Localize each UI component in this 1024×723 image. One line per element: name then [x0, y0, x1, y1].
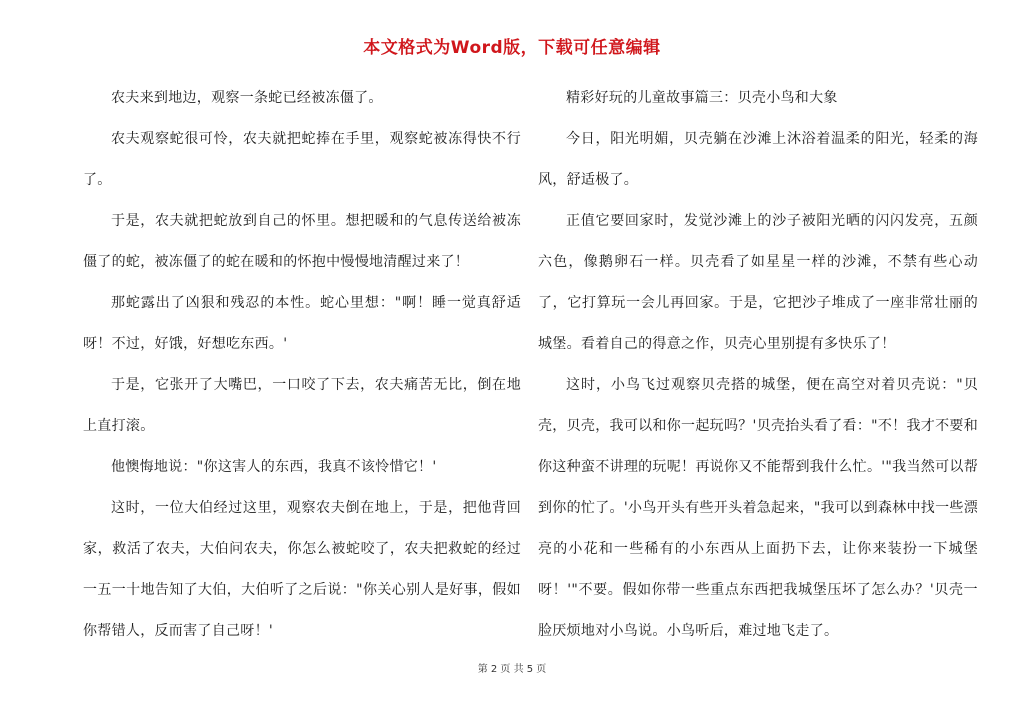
paragraph: 农夫观察蛇很可怜，农夫就把蛇捧在手里，观察蛇被冻得快不行了。 — [83, 131, 521, 188]
paragraph: 这时，一位大伯经过这里，观察农夫倒在地上，于是，把他背回家，救活了农夫，大伯问农夫，你怎么被蛇咬了，农夫把救蛇的经过一五一十地告知了大伯，大伯听了之后说："你关心别人是好事，假如你帮错人，反而害了自己呀！' — [83, 500, 521, 639]
paragraph: 他懊悔地说："你这害人的东西，我真不该怜惜它！' — [111, 459, 437, 475]
document-banner: 本文格式为Word版，下载可任意编辑 — [363, 38, 661, 58]
paragraph: 正值它要回家时，发觉沙滩上的沙子被阳光晒的闪闪发亮，五颜六色，像鹅卵石一样。贝壳看了如星星一样的沙滩，不禁有些心动了，它打算玩一会儿再回家。于是，它把沙子堆成了一座非常壮丽的城堡。看着自己的得意之作，贝壳心里别提有多快乐了！ — [538, 213, 978, 352]
right-column — [538, 78, 978, 652]
paragraph: 于是，它张开了大嘴巴，一口咬了下去，农夫痛苦无比，倒在地上直打滚。 — [83, 377, 521, 434]
paragraph: 今日，阳光明媚，贝壳躺在沙滩上沐浴着温柔的阳光，轻柔的海风，舒适极了。 — [538, 131, 978, 188]
paragraph: 于是，农夫就把蛇放到自己的怀里。想把暖和的气息传送给被冻僵了的蛇，被冻僵了的蛇在暖和的怀抱中慢慢地清醒过来了！ — [83, 213, 521, 270]
paragraph: 这时，小鸟飞过观察贝壳搭的城堡，便在高空对着贝壳说："贝壳，贝壳，我可以和你一起玩吗？'贝壳抬头看了看："不！我才不要和你这种蛮不讲理的玩呢！再说你又不能帮到我什么忙。'"我当然可以帮到你的忙了。'小鸟开头有些开头着急起来，"我可以到森林中找一些漂亮的小花和一些稀有的小东西从上面扔下去，让你来装扮一下城堡呀！'"不要。假如你带一些重点东西把我城堡压坏了怎么办？'贝壳一脸厌烦地对小鸟说。小鸟听后，难过地飞走了。 — [538, 377, 978, 639]
page-number: 第 2 页 共 5 页 — [477, 664, 547, 675]
paragraph: 那蛇露出了凶狠和残忍的本性。蛇心里想："啊！睡一觉真舒适呀！不过，好饿，好想吃东西。' — [83, 295, 521, 352]
left-column — [83, 78, 521, 652]
story-heading: 精彩好玩的儿童故事篇三：贝壳小鸟和大象 — [566, 90, 838, 106]
paragraph: 农夫来到地边，观察一条蛇已经被冻僵了。 — [111, 90, 383, 106]
